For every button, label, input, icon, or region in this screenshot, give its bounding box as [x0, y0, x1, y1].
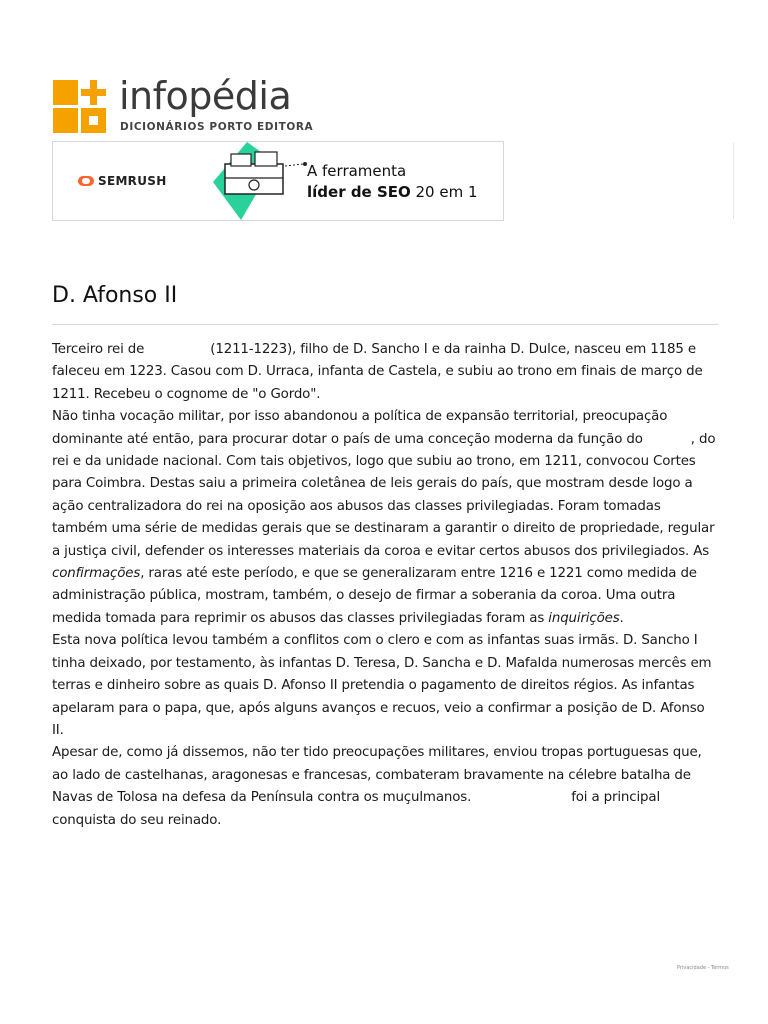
paragraph-text: Apesar de, como já dissemos, não ter tido preocupações militares, enviou tropas portuguesas que, ao lado de castelhanas, aragonesas e francesas, combateram bravamente na célebre batalha de Navas de Tolosa na defesa da Península contra os muçulmanos. [52, 745, 702, 806]
ad-line-2 [307, 182, 478, 203]
ad-brand [78, 174, 167, 188]
paragraph-text: Esta nova política levou também a conflitos com o clero e com as infantas suas irmãs. D. Sancho I tinha deixado, por testamento, às infantas D. Teresa, D. Sancha e D. Mafalda numerosas mercês em terras e dinheiro sobre as quais D. Afonso II pretendia o pagamento de direitos régios. As infantas apelaram para o papa, que, após alguns avanços e recuos, veio a confirmar a posição de D. Afonso II. [52, 633, 712, 738]
title-divider [52, 324, 718, 325]
ad-line-2-bold: líder de SEO [307, 183, 411, 201]
article-body [52, 339, 720, 832]
paragraph-text: (1211-1223), filho de D. Sancho I e da rainha D. Dulce, nasceu em 1185 e faleceu em 1223. Casou com D. Urraca, infanta de Castela, e subiu ao trono em finais de março de 1211. Recebeu o cognome de "o Gordo". [52, 342, 703, 402]
ad-text [307, 161, 478, 203]
advertisement-banner[interactable] [52, 141, 504, 221]
paragraph-text: Terceiro rei de [52, 342, 145, 357]
article-paragraph-1 [52, 339, 720, 406]
infopedia-logo[interactable] [53, 74, 314, 136]
emphasis-inquiricoes: inquirições [548, 610, 620, 626]
emphasis-confirmacoes: confirmações [52, 566, 141, 582]
paragraph-text: , do rei e da unidade nacional. Com tais objetivos, logo que subiu ao trono, em 1211, convocou Cortes para Coimbra. Destas saiu a primeira coletânea de leis gerais do país, que mostram desde logo a ação centralizadora do rei na oposição aos abusos das classes privilegiadas. Foram tomadas também uma série de medidas gerais que se destinaram a garantir o direito de propriedade, regular a justiça civil, defender os interesses materiais da coroa e evitar certos abusos dos privilegiados. As [52, 431, 716, 559]
article-paragraph-3 [52, 630, 720, 742]
side-divider [733, 143, 734, 219]
paragraph-text: Não tinha vocação militar, por isso abandonou a política de expansão territorial, preocupação dominante até então, para procurar dotar o país de uma conceção moderna da função do [52, 409, 668, 447]
paragraph-text: foi a principal conquista do seu reinado. [52, 790, 661, 828]
logo-subtitle: DICIONÁRIOS PORTO EDITORA [120, 121, 314, 133]
article-paragraph-4 [52, 742, 720, 832]
ad-line-1: A ferramenta [307, 162, 407, 180]
article-paragraph-2 [52, 406, 720, 630]
footer-links[interactable]: Privacidade - Termos [677, 965, 729, 971]
logo-name: infopédia [119, 74, 292, 118]
ad-brand-label: SEMRUSH [98, 174, 167, 188]
page-title: D. Afonso II [52, 283, 178, 308]
paragraph-text: . [619, 610, 624, 626]
paragraph-text: , raras até este período, e que se generalizaram entre 1216 e 1221 como medida de administração pública, mostram, também, o desejo de firmar a soberania da coroa. Uma outra medida tomada para reprimir os abusos das classes privilegiadas foram as [52, 566, 697, 626]
ad-line-2-rest: 20 em 1 [410, 183, 478, 201]
semrush-flame-icon [78, 176, 94, 186]
infopedia-logo-mark-icon [53, 80, 107, 134]
